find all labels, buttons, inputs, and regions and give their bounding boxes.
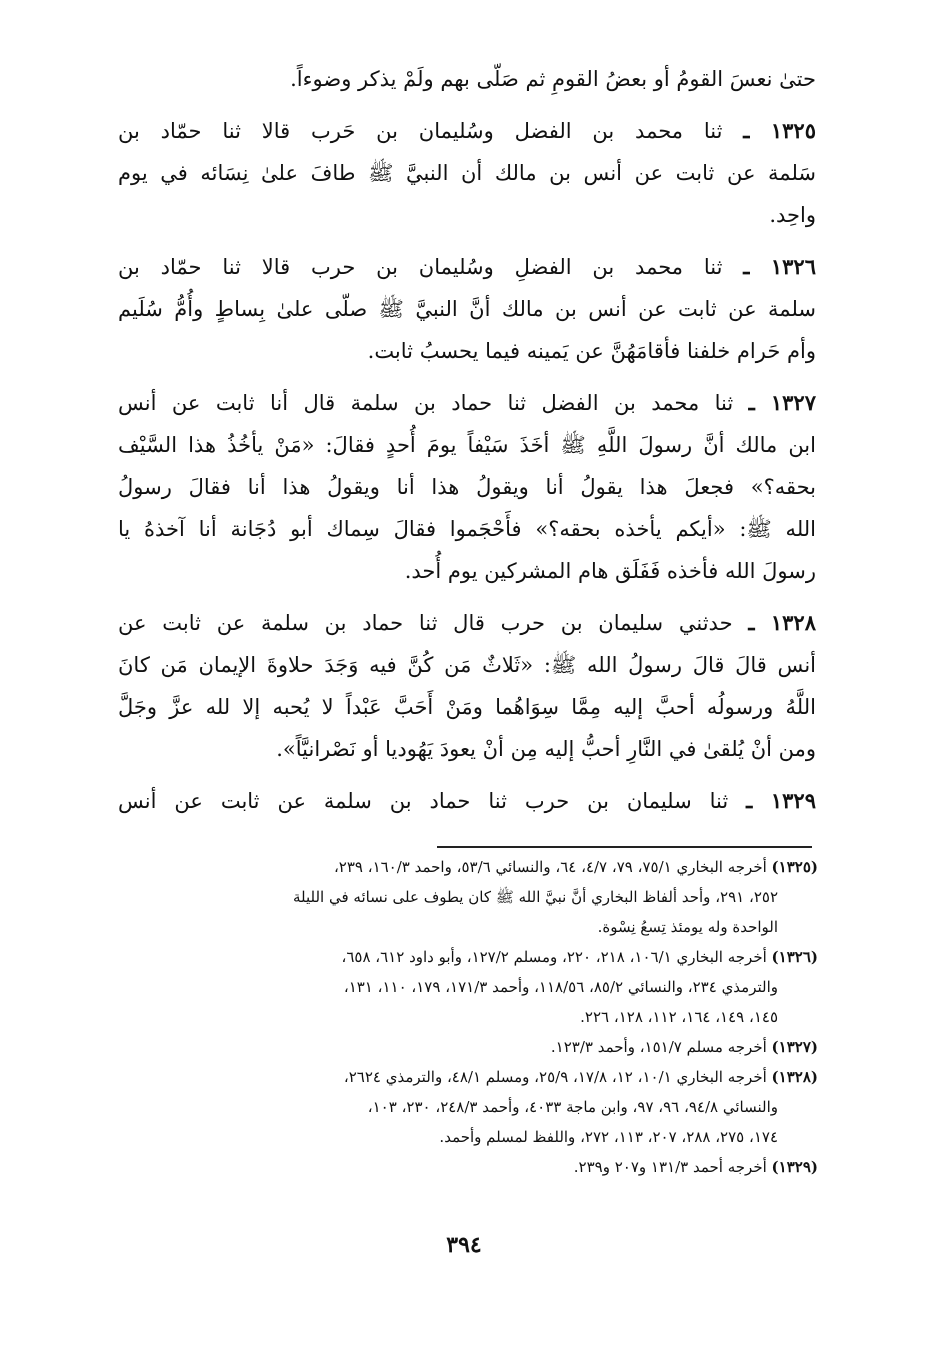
footnote-line: (١٣٢٨) أخرجه البخاري ١٠/١، ١٢، ١٧/٨، ٢٥/٩، ومسلم ٤٨/١، والترمذي ٢٦٢٤، (343, 1068, 818, 1086)
text-line: الله ﷺ: «أيكم يأخذه بحقه؟» فأَحْجَموا فقالَ سِماك أبو دُجَانة أنا آخذهُ يا (118, 517, 816, 541)
footnote-ref: (١٣٢٧) (771, 1038, 818, 1056)
footnote-line: (١٣٢٧) أخرجه مسلم ١٥١/٧، وأحمد ١٢٣/٣. (550, 1038, 818, 1056)
footnote-line: والنسائي ٩٤/٨، ٩٦، ٩٧، وابن ماجة ٤٠٣٣، وأحمد ٢٤٨/٣، ٢٣٠، ١٠٣، (367, 1098, 778, 1116)
footnotes (128, 852, 818, 1182)
page-number: ٣٩٤ (446, 1232, 482, 1258)
footnote-divider (437, 846, 812, 848)
text-line: ١٣٢٧ ـ ثنا محمد بن الفضل ثنا حماد بن سلمة قال أنا ثابت عن أنس (118, 390, 816, 415)
footnote-line: والترمذي ٢٣٤، والنسائي ٨٥/٢، ١١٨/٥٦، وأحمد ١٧١/٣، ١٧٩، ١١٠، ١٣١، (343, 978, 778, 996)
footnote-ref: (١٣٢٩) (771, 1158, 818, 1176)
footnote-ref: (١٣٢٥) (771, 858, 818, 876)
footnote-ref: (١٣٢٨) (771, 1068, 818, 1086)
footnote-1325 (128, 852, 818, 942)
footnote-line: ٢٥٢، ٢٩١، وأحد ألفاظ البخاري أنَّ نبيَّ الله ﷺ كان يطوف على نسائه في الليلة (292, 888, 778, 906)
hadith-1328 (118, 602, 816, 770)
text-line: ١٣٢٥ ـ ثنا محمد بن الفضل وسُليمان بن حَرب قالا ثنا حمّاد بن (118, 118, 816, 143)
footnote-1329 (128, 1152, 818, 1182)
text-line: سلمة عن ثابت عن أنس بن مالك أنَّ النبيَّ ﷺ صلّى علىٰ بِساطٍ وأُمُّ سُلَيم (118, 297, 816, 321)
text-line: ١٣٢٦ ـ ثنا محمد بن الفضلِ وسُليمان بن حرب قالا ثنا حمّاد بن (118, 254, 816, 279)
hadith-number: ١٣٢٧ ـ (748, 390, 816, 415)
text-line: ابن مالك أنَّ رسولَ اللَّهِ ﷺ أخَذَ سَيْفاً يومَ أُحدٍ فقالَ: «مَنْ يأخُذُ هذا السَّيْف (118, 433, 816, 457)
hadith-1325 (118, 110, 816, 236)
footnote-1327 (128, 1032, 818, 1062)
hadith-number: ١٣٢٦ ـ (743, 254, 816, 279)
intro-paragraph (118, 58, 816, 100)
hadith-1327 (118, 382, 816, 592)
footnote-line: ١٧٤، ٢٧٥، ٢٨٨، ٢٠٧، ١١٣، ٢٧٢، واللفظ لمسلم وأحمد. (439, 1128, 778, 1146)
text-line: ومن أنْ يُلقىٰ في النَّارِ أحبُّ إليه مِن أنْ يعودَ يَهُوديا أو نَصْرانيَّاً». (276, 737, 816, 761)
text-line: وأم حَرام خلفنا فأقامَهُنَّ عن يَمينه فيما يحسبُ ثابت. (367, 339, 816, 363)
footnote-line: ١٤٥، ١٤٩، ١٦٤، ١١٢، ١٢٨، ٢٢٦. (580, 1008, 778, 1026)
text-line: ١٣٢٩ ـ ثنا سليمان بن حرب ثنا حماد بن سلمة عن ثابت عن أنس (118, 788, 816, 813)
text-line: اللَّهُ ورسولُه أحبَّ إليه مِمَّا سِوَاهُما ومَنْ أَحَبَّ عَبْداً لا يُحبه إلا لله عزَّ وجَلَّ (118, 695, 816, 719)
hadith-number: ١٣٢٥ ـ (743, 118, 816, 143)
text-line: واحِد. (769, 203, 816, 227)
text-line: أنس قالَ قالَ رسولُ الله ﷺ: «ثَلاثٌ مَن كُنَّ فيه وَجَدَ حلاوةَ الإيمان مَن كانَ (118, 653, 816, 677)
hadith-number: ١٣٢٨ ـ (748, 610, 816, 635)
text-line: رسولَ الله فأخذه فَفَلَق هام المشركين يوم أُحد. (404, 559, 816, 583)
main-text (118, 58, 816, 832)
hadith-1326 (118, 246, 816, 372)
text-line: بحقه؟» فجعلَ هذا يقولُ أنا ويقولُ هذا أنا ويقولُ هذا أنا فقالَ رسولُ (118, 475, 816, 499)
text-line: حتىٰ نعسَ القومُ أو بعضُ القومِ ثم صَلّى بهم ولَمْ يذكر وضوءاً. (290, 67, 816, 91)
text-line: سَلمة عن ثابت عن أنس بن مالك أن النبيَّ ﷺ طافَ علىٰ نِسَائه في يوم (118, 161, 816, 185)
footnote-line: الواحدة وله يومئذ تِسعُ نِسْوة. (597, 918, 778, 936)
footnote-line: (١٣٢٥) أخرجه البخاري ٧٥/١، ٧٩، ٤/٧، ٦٤، والنسائي ٥٣/٦، واحمد ١٦٠/٣، ٢٣٩، (333, 858, 818, 876)
footnote-ref: (١٣٢٦) (771, 948, 818, 966)
footnote-1328 (128, 1062, 818, 1152)
footnote-1326 (128, 942, 818, 1032)
text-line: ١٣٢٨ ـ حدثني سليمان بن حرب قال ثنا حماد بن سلمة عن ثابت عن (118, 610, 816, 635)
hadith-number: ١٣٢٩ ـ (746, 788, 816, 813)
footnote-line: (١٣٢٦) أخرجه البخاري ١٠٦/١، ٢١٨، ٢٢٠، ومسلم ١٢٧/٢، وأبو داود ٦١٢، ٦٥٨، (341, 948, 818, 966)
footnote-line: (١٣٢٩) أخرجه أحمد ١٣١/٣ و٢٠٧ و٢٣٩. (573, 1158, 818, 1176)
hadith-1329 (118, 780, 816, 822)
